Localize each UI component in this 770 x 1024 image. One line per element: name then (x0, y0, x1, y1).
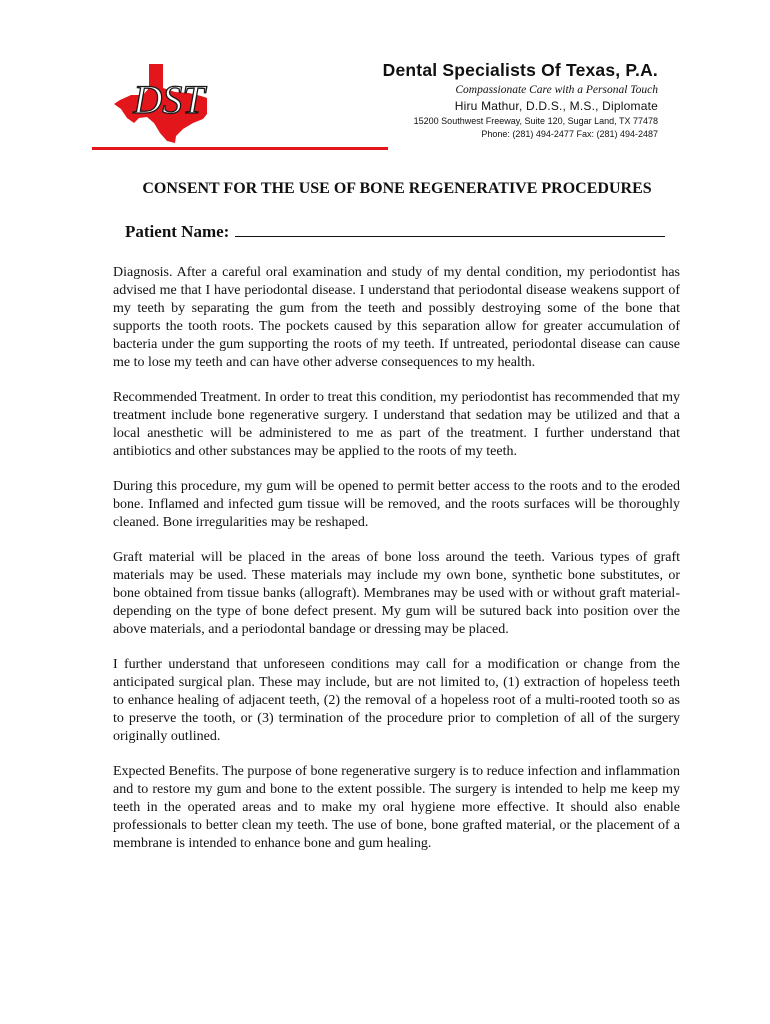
patient-name-label: Patient Name: (125, 222, 230, 241)
paragraph-diagnosis: Diagnosis. After a careful oral examination and study of my dental condition, my periodontist has advised me that I have periodontal disease. I understand that periodontal disease weakens support of my teeth by separating the gum from the teeth and possibly destroying some of the bone that supports the tooth roots. The pockets caused by this separation allow for greater accumulation of bacteria under the gum supporting the roots of my teeth. If untreated, periodontal disease can cause me to lose my teeth and can have other adverse consequences to my health. (113, 265, 680, 370)
patient-name-row (125, 222, 665, 242)
document-title: CONSENT FOR THE USE OF BONE REGENERATIVE PROCEDURES (142, 180, 652, 197)
practice-address: 15200 Southwest Freeway, Suite 120, Sugar Land, TX 77478 (413, 116, 658, 126)
practice-header (383, 58, 658, 141)
paragraph-unforeseen-conditions: I further understand that unforeseen conditions may call for a modification or change from the anticipated surgical plan. These may include, but are not limited to, (1) extraction of hopeless teeth to enhance healing of adjacent teeth, (2) the removal of a hopeless root of a multi-rooted tooth so as to preserve the tooth, or (3) termination of the procedure prior to completion of all of the surgery originally outlined. (113, 657, 680, 744)
paragraph-expected-benefits: Expected Benefits. The purpose of bone regenerative surgery is to reduce infection and inflammation and to restore my gum and bone to the extent possible. The surgery is intended to help me keep my teeth in the operated areas and to make my oral hygiene more effective. It should also enable professionals to better clean my teeth. The use of bone, bone grafted material, or the placement of a membrane is intended to enhance bone and gum healing. (113, 764, 680, 851)
practice-phones: Phone: (281) 494-2477 Fax: (281) 494-2487 (481, 129, 658, 139)
consent-body (113, 264, 680, 870)
paragraph-recommended-treatment: Recommended Treatment. In order to treat this condition, my periodontist has recommended that my treatment include bone regenerative surgery. I understand that sedation may be utilized and that a local anesthetic will be administered to me as part of the treatment. I further understand that antibiotics and other substances may be applied to the roots of my teeth. (113, 390, 680, 459)
practice-name: Dental Specialists Of Texas, P.A. (382, 60, 658, 80)
texas-logo-icon (103, 62, 233, 144)
practice-logo (103, 62, 233, 144)
header-divider (92, 147, 388, 150)
logo-letters: DST (133, 77, 205, 122)
doctor-name: Hiru Mathur, D.D.S., M.S., Diplomate (454, 99, 658, 113)
paragraph-graft-material: Graft material will be placed in the areas of bone loss around the teeth. Various types of graft materials may be used. These materials may include my own bone, synthetic bone substitutes, or bone obtained from tissue banks (allograft). Membranes may be used with or without graft material-depending on the type of bone defect present. My gum will be sutured back into position over the above materials, and a periodontal bandage or dressing may be placed. (113, 550, 680, 637)
paragraph-procedure: During this procedure, my gum will be opened to permit better access to the roots and to the eroded bone. Inflamed and infected gum tissue will be removed, and the roots surfaces will be thoroughly cleaned. Bone irregularities may be reshaped. (113, 479, 680, 530)
patient-name-field[interactable] (235, 222, 665, 237)
practice-tagline: Compassionate Care with a Personal Touch (455, 84, 658, 96)
